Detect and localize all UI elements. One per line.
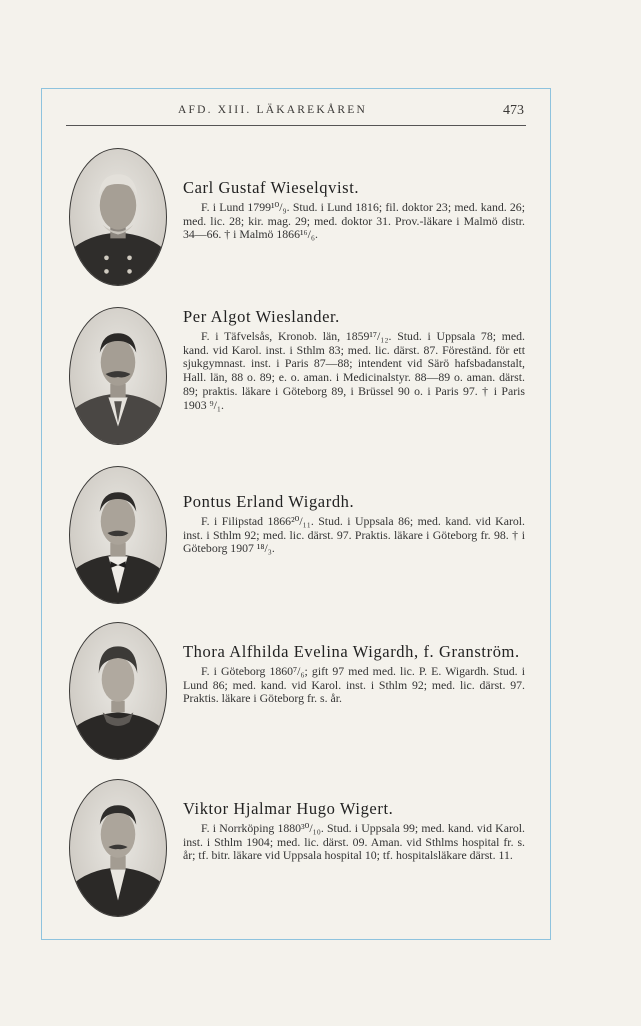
entry-text xyxy=(183,178,525,242)
portrait-photo xyxy=(69,779,167,917)
page-number: 473 xyxy=(503,103,524,118)
portrait-photo xyxy=(69,622,167,760)
portrait-photo xyxy=(69,307,167,445)
biography-text: F. i Norrköping 1880³⁰/₁₀. Stud. i Uppsala 99; med. kand. vid Karol. inst. i Sthlm 1904; med. lic. därst. 09. Aman. vid Sthlms hospital fr. s. år; tf. bitr. läkare vid Uppsala hospital 10; tf. hospitalsläkare därst. 11. xyxy=(183,821,525,863)
biography-text: F. i Lund 1799¹⁰/₉. Stud. i Lund 1816; fil. doktor 23; med. kand. 26; med. lic. 28; kir. mag. 29; med. doktor 31. Prov.-läkare i Malmö distr. 34—66. † i Malmö 1866¹⁶/₆. xyxy=(183,200,525,242)
person-name: Carl Gustaf Wieselqvist. xyxy=(183,178,360,197)
running-header xyxy=(66,104,526,124)
portrait-photo xyxy=(69,466,167,604)
biography-text: F. i Filipstad 1866²⁰/₁₁. Stud. i Uppsala 86; med. kand. vid Karol. inst. i Sthlm 92; med. lic. därst. 97. Praktis. läkare i Göteborg fr. 98. † i Göteborg 1907 ¹⁸/₃. xyxy=(183,514,525,556)
header-rule xyxy=(66,125,526,126)
portrait-photo xyxy=(69,148,167,286)
entry-text xyxy=(183,492,525,556)
header-title: AFD. XIII. LÄKAREKÅREN xyxy=(178,104,367,116)
person-name: Viktor Hjalmar Hugo Wigert. xyxy=(183,799,394,818)
person-name: Per Algot Wieslander. xyxy=(183,307,340,326)
entry-text xyxy=(183,642,525,706)
entry-text xyxy=(183,307,525,412)
person-name: Thora Alfhilda Evelina Wigardh, f. Granström. xyxy=(183,642,520,661)
biography-text: F. i Täfvelsås, Kronob. län, 1859¹⁷/₁₂. Stud. i Uppsala 78; med. kand. vid Karol. inst. i Sthlm 83; med. lic. därst. 87. Föreständ. för ett sjukgymnast. inst. i Paris 87—88; intendent vid Särö hafsbadanstalt, Hall. län, 88 o. 89; e. o. aman. i Medicinalstyr. 88—89 o. aman. därst. 89; praktis. läkare i Göteborg 89, i Brüssel 90 o. i Paris 97. † i Paris 1903 ⁹/₁. xyxy=(183,329,525,412)
person-name: Pontus Erland Wigardh. xyxy=(183,492,355,511)
entry-text xyxy=(183,799,525,863)
biography-text: F. i Göteborg 1860⁷/₆; gift 97 med med. lic. P. E. Wigardh. Stud. i Lund 86; med. kand. vid Karol. inst. i Sthlm 92; med. lic. därst. 97. Praktis. läkare i Göteborg fr. s. år. xyxy=(183,664,525,706)
